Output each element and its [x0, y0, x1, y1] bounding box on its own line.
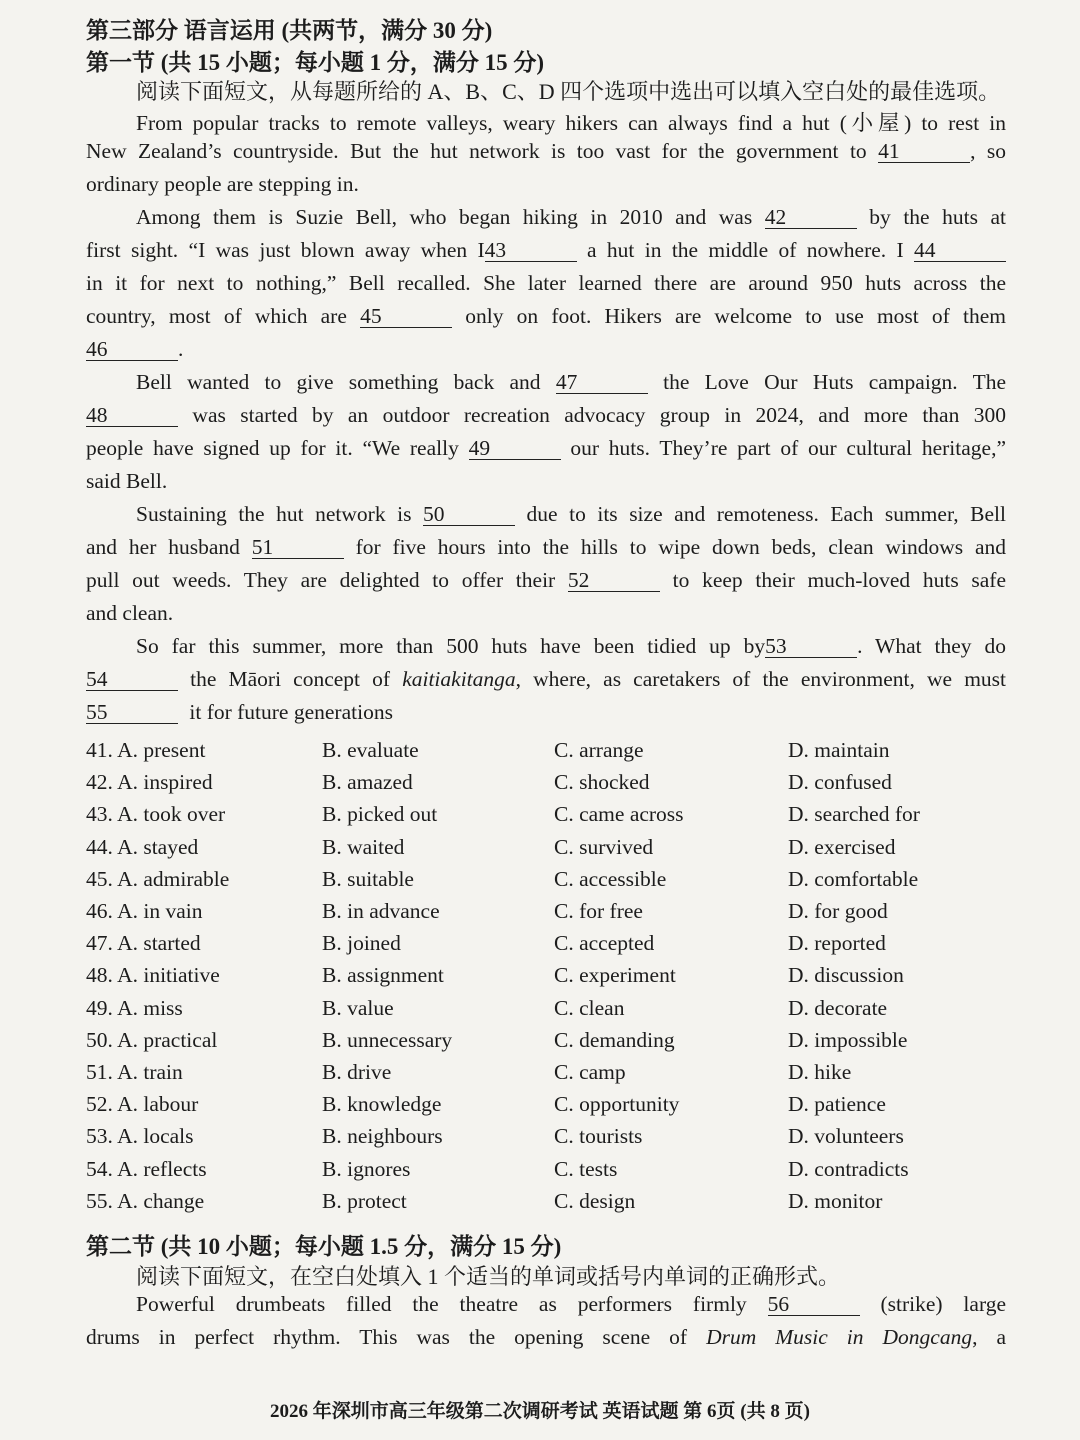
option-d: D. contradicts	[788, 1156, 909, 1181]
option-d: D. exercised	[788, 834, 896, 859]
blank-47: 47	[556, 371, 648, 394]
option-d: D. impossible	[788, 1027, 908, 1052]
blank-44: 44	[914, 239, 1006, 262]
option-a: 52. A. labour	[86, 1092, 199, 1117]
option-row	[86, 1189, 1046, 1219]
option-row	[86, 1157, 1046, 1187]
option-c: C. camp	[554, 1060, 626, 1084]
part-header: 第三部分 语言运用 (共两节，满分 30 分)	[86, 18, 493, 43]
blank-52: 52	[568, 569, 660, 592]
option-row	[86, 963, 1046, 993]
option-b: B. unnecessary	[322, 1027, 453, 1052]
blank-51: 51	[252, 536, 344, 559]
passage-line: country, most of which are 45 only on foot. Hikers are welcome to use most of them	[86, 304, 1007, 328]
section2-header: 第二节 (共 10 小题；每小题 1.5 分，满分 15 分)	[86, 1234, 562, 1259]
passage-line: drums in perfect rhythm. This was the opening scene of Drum Music in Dongcang, a	[86, 1325, 1006, 1349]
option-b: B. value	[322, 995, 394, 1020]
passage-line: Sustaining the hut network is 50 due to its size and remoteness. Each summer, Bell	[136, 502, 1006, 526]
option-d: D. monitor	[788, 1188, 883, 1213]
passage-line: Bell wanted to give something back and 47 the Love Our Huts campaign. The	[136, 370, 1006, 394]
option-a: 48. A. initiative	[86, 963, 220, 988]
passage-line: 55 it for future generations	[86, 700, 393, 724]
page-footer: 2026 年深圳市高三年级第二次调研考试 英语试题 第 6页 (共 8 页)	[270, 1401, 810, 1422]
option-b: B. knowledge	[322, 1092, 442, 1117]
option-b: B. in advance	[322, 899, 440, 923]
blank-53: 53	[765, 635, 857, 658]
option-c: C. clean	[554, 995, 625, 1020]
option-b: B. joined	[322, 931, 401, 956]
option-row	[86, 802, 1046, 832]
section1-header: 第一节 (共 15 小题；每小题 1 分，满分 15 分)	[86, 50, 545, 75]
blank-46: 46	[86, 338, 178, 361]
option-a: 41. A. present	[86, 738, 206, 762]
passage-line: 46 .	[86, 337, 184, 361]
passage-line: Among them is Suzie Bell, who began hiking in 2010 and was 42 by the huts at	[136, 205, 1007, 229]
option-d: D. hike	[788, 1060, 852, 1084]
option-c: C. demanding	[554, 1027, 675, 1052]
passage-line: said Bell.	[86, 469, 168, 493]
option-c: C. accepted	[554, 931, 655, 956]
option-row	[86, 738, 1046, 768]
passage-line: 48 was started by an outdoor recreation advocacy group in 2024, and more than 300	[86, 403, 1007, 427]
blank-56: 56	[768, 1293, 860, 1316]
option-c: C. tests	[554, 1156, 618, 1181]
blank-55: 55	[86, 701, 178, 724]
option-c: C. accessible	[554, 866, 667, 891]
option-b: B. drive	[322, 1060, 392, 1084]
passage-line: New Zealand’s countryside. But the hut network is too vast for the government to 41 , so	[86, 139, 1006, 163]
passage-line: From popular tracks to remote valleys, weary hikers can always find a hut (小屋) to rest in	[136, 111, 1006, 135]
option-c: C. opportunity	[554, 1092, 680, 1117]
option-a: 47. A. started	[86, 931, 201, 956]
option-a: 51. A. train	[86, 1060, 183, 1084]
blank-42: 42	[765, 206, 857, 229]
option-d: D. patience	[788, 1092, 886, 1117]
option-b: B. protect	[322, 1188, 407, 1213]
option-a: 42. A. inspired	[86, 770, 213, 795]
option-row	[86, 1028, 1046, 1058]
option-a: 46. A. in vain	[86, 899, 203, 923]
passage-line: and clean.	[86, 601, 174, 625]
blank-48: 48	[86, 404, 178, 427]
option-c: C. design	[554, 1188, 636, 1213]
option-a: 55. A. change	[86, 1188, 205, 1213]
option-row	[86, 835, 1046, 865]
option-a: 43. A. took over	[86, 802, 226, 827]
passage-line: people have signed up for it. “We really 49 our huts. They’re part of our cultural heritage,”	[86, 436, 1007, 460]
option-a: 50. A. practical	[86, 1027, 218, 1052]
option-a: 44. A. stayed	[86, 834, 199, 859]
option-d: D. comfortable	[788, 866, 919, 891]
passage-line: 54 the Māori concept of kaitiakitanga, where, as caretakers of the environment, we must	[86, 667, 1007, 691]
option-c: C. shocked	[554, 770, 650, 795]
option-d: D. discussion	[788, 963, 904, 988]
option-c: C. tourists	[554, 1124, 643, 1149]
option-d: D. searched for	[788, 802, 920, 827]
option-b: B. amazed	[322, 770, 413, 795]
option-b: B. suitable	[322, 866, 414, 891]
option-b: B. picked out	[322, 802, 438, 827]
passage-line: in it for next to nothing,” Bell recalled. She later learned there are around 950 huts across the	[86, 271, 1006, 295]
passage-line: first sight. “I was just blown away when I43 a hut in the middle of nowhere. I 44	[86, 238, 1006, 263]
option-row	[86, 996, 1046, 1026]
option-row	[86, 1124, 1046, 1154]
option-d: D. volunteers	[788, 1124, 904, 1149]
option-row	[86, 867, 1046, 897]
option-a: 53. A. locals	[86, 1124, 194, 1149]
option-row	[86, 1092, 1046, 1122]
option-a: 45. A. admirable	[86, 866, 230, 891]
option-b: B. assignment	[322, 963, 444, 988]
option-d: D. reported	[788, 931, 886, 956]
passage-line: Powerful drumbeats filled the theatre as performers firmly 56 (strike) large	[136, 1292, 1007, 1316]
blank-45: 45	[360, 305, 452, 328]
section1-instruction: 阅读下面短文，从每题所给的 A、B、C、D 四个选项中选出可以填入空白处的最佳选项。	[136, 79, 1001, 104]
option-d: D. confused	[788, 770, 892, 795]
option-row	[86, 931, 1046, 961]
option-b: B. ignores	[322, 1156, 411, 1181]
section2-instruction: 阅读下面短文，在空白处填入 1 个适当的单词或括号内单词的正确形式。	[136, 1264, 841, 1289]
option-c: C. survived	[554, 834, 654, 859]
option-row	[86, 899, 1046, 929]
option-row	[86, 1060, 1046, 1090]
passage-line: and her husband 51 for five hours into the hills to wipe down beds, clean windows and	[86, 535, 1007, 559]
option-b: B. evaluate	[322, 738, 419, 762]
option-c: C. for free	[554, 899, 643, 923]
blank-50: 50	[423, 503, 515, 526]
passage-line: ordinary people are stepping in.	[86, 172, 359, 196]
option-row	[86, 770, 1046, 800]
blank-43: 43	[485, 239, 577, 262]
blank-41: 41	[878, 140, 970, 163]
option-b: B. neighbours	[322, 1124, 443, 1149]
option-d: D. for good	[788, 899, 888, 923]
passage-line: So far this summer, more than 500 huts have been tidied up by53 . What they do	[136, 634, 1006, 658]
option-b: B. waited	[322, 834, 405, 859]
passage-line: pull out weeds. They are delighted to offer their 52 to keep their much-loved huts safe	[86, 568, 1007, 592]
option-c: C. arrange	[554, 738, 644, 762]
blank-54: 54	[86, 668, 178, 691]
blank-49: 49	[469, 437, 561, 460]
option-a: 54. A. reflects	[86, 1156, 207, 1181]
option-d: D. decorate	[788, 995, 888, 1020]
option-c: C. experiment	[554, 963, 676, 988]
option-d: D. maintain	[788, 738, 890, 762]
option-a: 49. A. miss	[86, 995, 183, 1020]
option-c: C. came across	[554, 802, 684, 827]
